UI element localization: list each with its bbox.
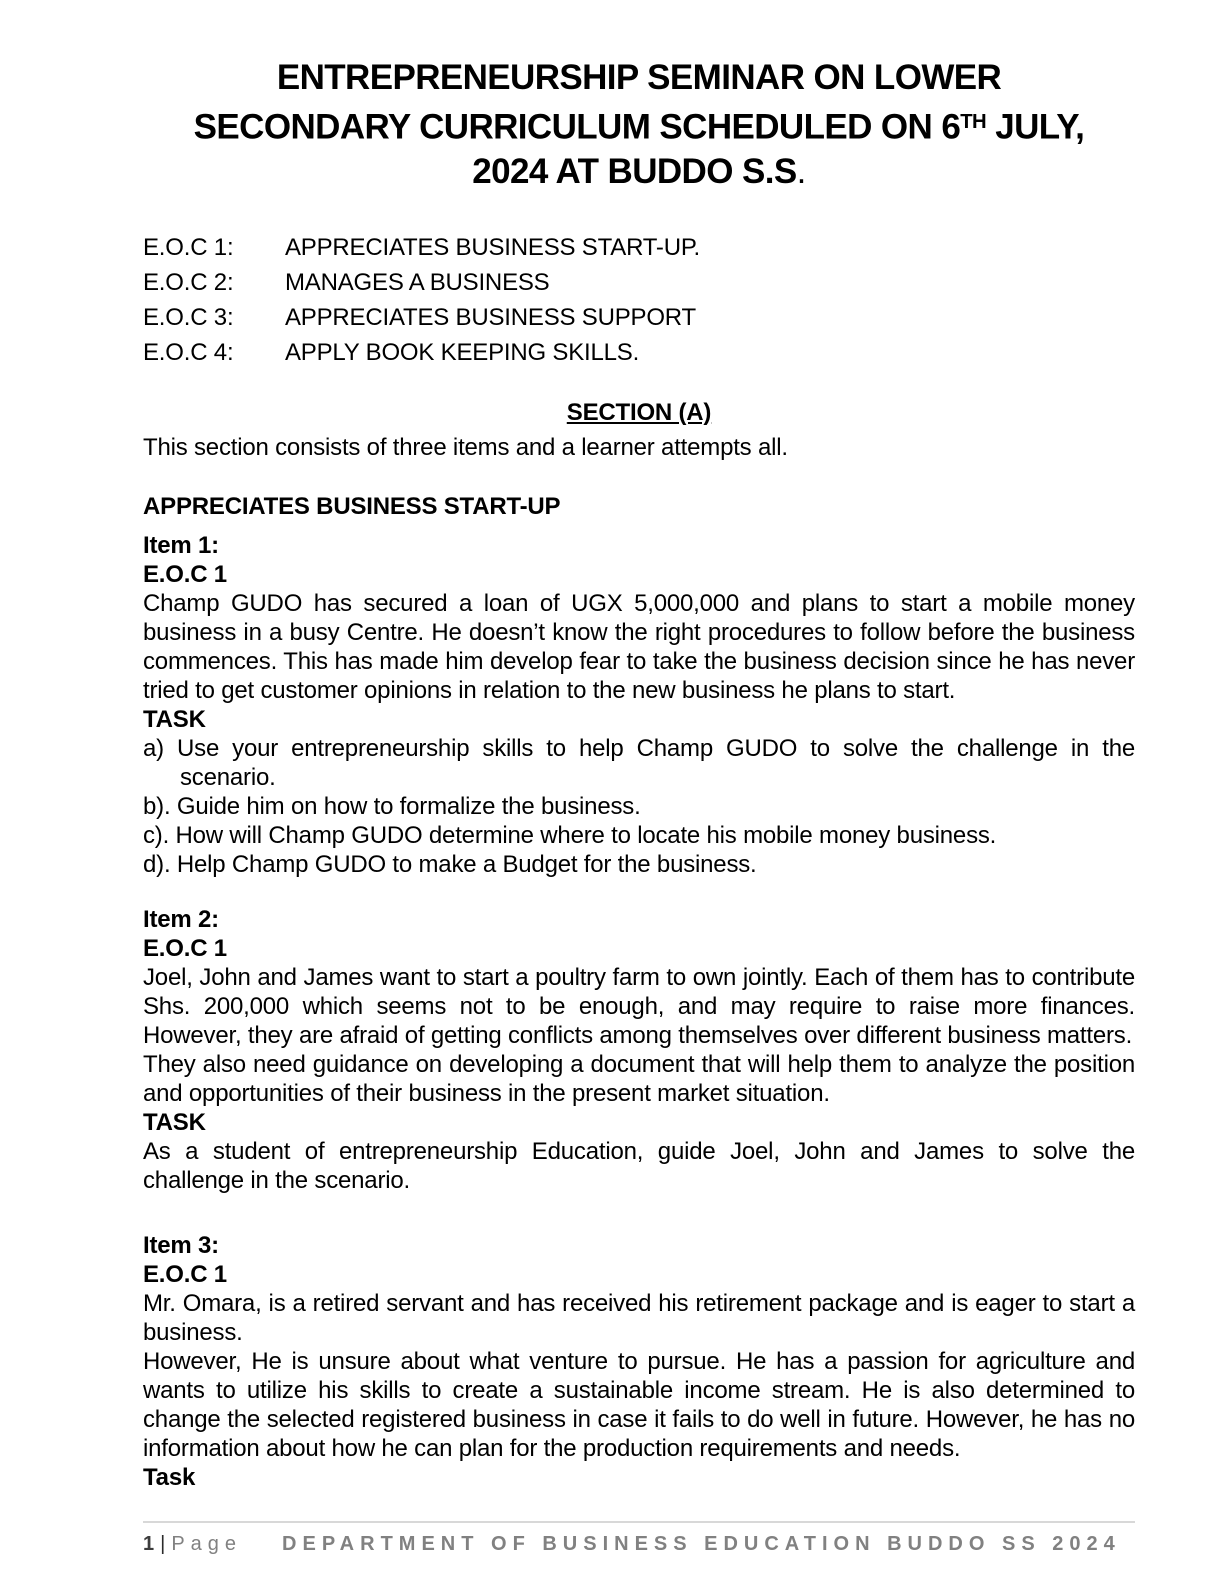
task-b-marker: b). [143, 792, 171, 820]
title-superscript: TH [960, 111, 987, 133]
item-1-paragraph: Champ GUDO has secured a loan of UGX 5,000,000 and plans to start a mobile money business in a busy Centre. He doesn’t know the right procedures to follow before the business commences. This has made him develop fear to take the business decision since he has never tried to get customer opinions in relation to the new business he plans to start. [143, 589, 1135, 704]
item-2-title: Item 2: [143, 905, 219, 933]
item-3-paragraph-2: However, He is unsure about what venture to pursue. He has a passion for agriculture and wants to utilize his skills to create a sustainable income stream. He is also determined to change the selected registered business in case it fails to do well in future. However, he has no information about how he can plan for the production requirements and needs. [143, 1347, 1135, 1462]
task-d-marker: d). [143, 850, 171, 878]
footer-department-text: DEPARTMENT OF BUSINESS EDUCATION BUDDO SS 2024 [282, 1533, 1121, 1555]
eoc-list [143, 230, 1135, 370]
eoc-label-1: E.O.C 1: [143, 233, 234, 261]
item-1-block [143, 531, 1135, 879]
task-a-text: Use your entrepreneurship skills to help Champ GUDO to solve the challenge in the scenario. [177, 734, 1135, 791]
eoc-text-1: APPRECIATES BUSINESS START-UP. [285, 233, 701, 261]
title-line-2 [143, 100, 1135, 150]
eoc-label-4: E.O.C 4: [143, 338, 234, 366]
item-2-paragraph-1: Joel, John and James want to start a poultry farm to own jointly. Each of them has to contribute Shs. 200,000 which seems not to be enough, and may require to raise more finances. However, they are afraid of getting conflicts among themselves over different business matters. [143, 963, 1135, 1049]
task-a-marker: a) [143, 734, 164, 762]
item-1-title: Item 1: [143, 531, 219, 559]
item-1-task-c [143, 821, 1135, 850]
item-2-task-label: TASK [143, 1108, 206, 1136]
eoc-label-2: E.O.C 2: [143, 268, 234, 296]
page-footer [143, 1533, 1121, 1556]
eoc-text-4: APPLY BOOK KEEPING SKILLS. [285, 338, 640, 366]
item-3-task-label: Task [143, 1463, 196, 1491]
eoc-row-4 [143, 335, 1135, 370]
title-line-3-text: 2024 AT BUDDO S.S [472, 151, 797, 191]
item-1-eoc: E.O.C 1 [143, 560, 227, 588]
item-3-block [143, 1231, 1135, 1492]
footer-divider [143, 1521, 1135, 1523]
footer-page-word: Page [171, 1533, 243, 1555]
document-title [143, 56, 1135, 194]
item-2-task-text: As a student of entrepreneurship Education, guide Joel, John and James to solve the challenge in the scenario. [143, 1137, 1135, 1194]
title-line-3-period: . [796, 151, 806, 191]
task-b-text: Guide him on how to formalize the business. [176, 792, 641, 820]
title-line-1: ENTREPRENEURSHIP SEMINAR ON LOWER [276, 58, 1002, 97]
item-1-task-d [143, 850, 1135, 879]
eoc-text-3: APPRECIATES BUSINESS SUPPORT [285, 303, 696, 331]
section-a-heading: SECTION (A) [566, 398, 712, 426]
footer-page-number: 1 [143, 1533, 161, 1555]
document-content [143, 56, 1135, 1492]
unit-heading: APPRECIATES BUSINESS START-UP [143, 492, 561, 520]
eoc-row-3 [143, 300, 1135, 335]
item-2-block [143, 905, 1135, 1195]
item-3-paragraph-1: Mr. Omara, is a retired servant and has received his retirement package and is eager to start a business. [143, 1289, 1135, 1346]
title-line-3 [143, 150, 1135, 194]
item-2-eoc: E.O.C 1 [143, 934, 227, 962]
title-line-2-tail: JULY, [986, 107, 1085, 147]
item-2-paragraph-2: They also need guidance on developing a document that will help them to analyze the position and opportunities of their business in the present market situation. [143, 1050, 1135, 1107]
item-3-title: Item 3: [143, 1231, 219, 1259]
footer-pipe: | [160, 1533, 172, 1555]
eoc-row-1 [143, 230, 1135, 265]
eoc-text-2: MANAGES A BUSINESS [285, 268, 550, 296]
item-1-task-b [143, 792, 1135, 821]
task-c-text: How will Champ GUDO determine where to locate his mobile money business. [175, 821, 997, 849]
item-1-task-a [143, 734, 1135, 792]
item-3-eoc: E.O.C 1 [143, 1260, 227, 1288]
item-1-task-label: TASK [143, 705, 206, 733]
eoc-label-3: E.O.C 3: [143, 303, 234, 331]
task-d-text: Help Champ GUDO to make a Budget for the business. [176, 850, 757, 878]
section-a-intro: This section consists of three items and a learner attempts all. [143, 433, 788, 461]
task-c-marker: c). [143, 821, 170, 849]
eoc-row-2 [143, 265, 1135, 300]
title-line-2-text: SECONDARY CURRICULUM SCHEDULED ON 6 [193, 107, 961, 147]
